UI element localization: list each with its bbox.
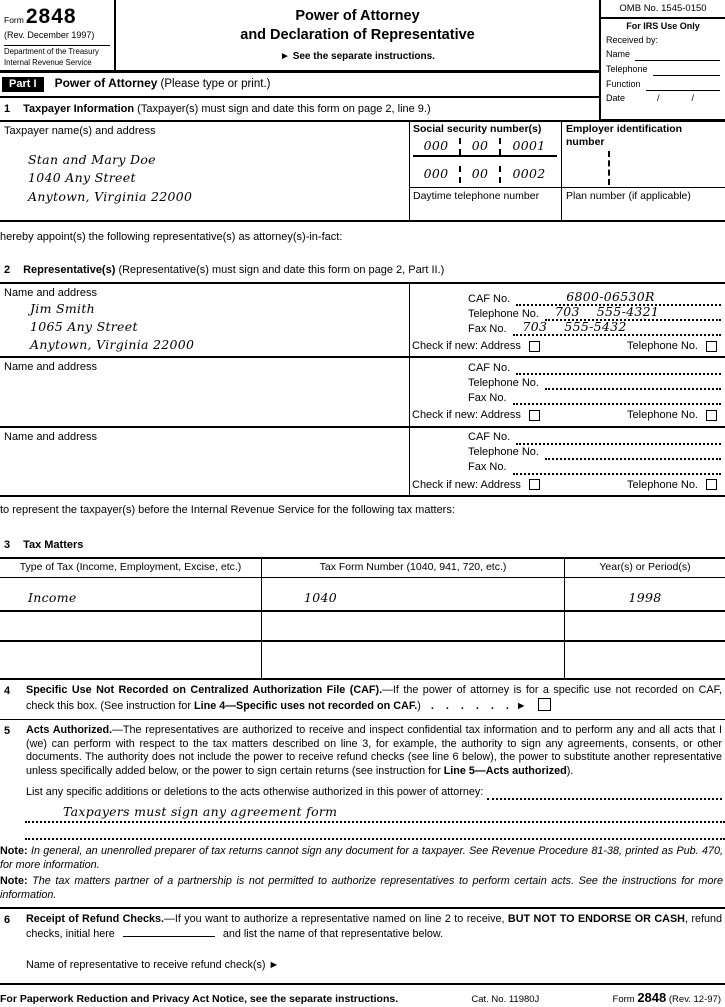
initials-blank[interactable]	[123, 927, 215, 937]
note2-text: The tax matters partner of a partnership is not permitted to authorize representatives to perform certain acts. See the instructions for more information.	[0, 875, 723, 902]
ssn1-area: 000	[413, 138, 461, 155]
line6-body2: , refund checks, initial here	[26, 913, 722, 940]
check-new-address-label: Check if new: Address	[412, 340, 521, 353]
rep-name-label: Name and address	[4, 430, 97, 443]
tax-table-header-type: Type of Tax (Income, Employment, Excise, etc.)	[0, 559, 262, 579]
rep3-caf-row	[410, 430, 725, 445]
rep3-contact-cell	[410, 428, 725, 495]
irs-date-label: Date	[606, 93, 626, 104]
rep2-fax-row	[410, 390, 725, 405]
line4-number: 4	[4, 685, 11, 698]
ein-cell	[562, 122, 725, 188]
taxpayer-name-value: Stan and Mary Doe	[28, 151, 156, 167]
irs-telephone-row	[601, 62, 725, 77]
fax-label: Fax No.	[468, 322, 507, 335]
ssn-value-1	[413, 138, 557, 157]
rep1-telephone-value: 703 555-4321	[554, 303, 660, 319]
additions-written-line[interactable]	[25, 804, 725, 823]
rep1-street-value: 1065 Any Street	[30, 319, 138, 335]
line1-note: (Taxpayer(s) must sign and date this form on page 2, line 9.)	[137, 102, 431, 115]
note-2	[0, 874, 723, 902]
taxpayer-city-value: Anytown, Virginia 22000	[28, 189, 193, 205]
line4-bold-title: Specific Use Not Recorded on Centralized Authorization File (CAF).	[26, 684, 383, 697]
agency-line2: Internal Revenue Service	[4, 57, 92, 67]
rep1-fax-row	[410, 318, 725, 336]
new-telephone-label: Telephone No.	[627, 340, 698, 353]
tax-row2-type[interactable]	[0, 612, 262, 642]
taxpayer-info-section	[0, 120, 725, 222]
rep3-fax-row	[410, 460, 725, 475]
line6-item	[0, 909, 725, 985]
ssn2-area: 000	[413, 166, 461, 183]
tax-row1-form[interactable]	[262, 578, 565, 612]
agency-line1: Department of the Treasury	[4, 46, 99, 56]
line4-item	[0, 680, 725, 720]
tax-table-header-form: Tax Form Number (1040, 941, 720, etc.)	[262, 559, 565, 579]
plan-number-cell: Plan number (if applicable)	[566, 190, 691, 203]
line2-note: (Representative(s) must sign and date this form on page 2, Part II.)	[118, 264, 445, 277]
tax-row3-form[interactable]	[262, 642, 565, 678]
daytime-phone-cell: Daytime telephone number	[410, 188, 562, 220]
ssn-label: Social security number(s)	[413, 123, 542, 136]
additions-written-value: Taxpayers must sign any agreement form	[63, 804, 338, 820]
line3-title: Tax Matters	[23, 539, 84, 552]
new-telephone-checkbox[interactable]	[706, 341, 717, 352]
additions-label-row	[26, 786, 722, 800]
refund-rep-name-label[interactable]: Name of representative to receive refund check(s) ►	[26, 958, 280, 971]
line5-body-end: ).	[566, 765, 574, 778]
telephone-label: Telephone No.	[468, 307, 539, 320]
tax-row3-type[interactable]	[0, 642, 262, 678]
additions-blank-line[interactable]	[25, 823, 725, 840]
dot-leader: . . . . . .	[420, 699, 516, 712]
line6-bold-endorse: BUT NOT TO ENDORSE OR CASH	[507, 913, 685, 926]
line2-number: 2	[4, 264, 11, 277]
date-slash: /	[657, 93, 660, 104]
tax-type-value: Income	[28, 589, 77, 605]
omb-number: OMB No. 1545-0150	[601, 0, 725, 19]
caf-label: CAF No.	[468, 292, 511, 305]
ssn-cell	[410, 122, 562, 188]
irs-telephone-label: Telephone	[606, 64, 648, 75]
rep1-contact-cell	[410, 284, 725, 357]
paperwork-notice: For Paperwork Reduction and Privacy Act Notice, see the separate instructions.	[0, 993, 399, 1006]
date-slash: /	[691, 93, 695, 104]
tax-row3-year[interactable]	[565, 642, 725, 678]
ssn2-serial: 0002	[512, 166, 546, 182]
tax-form-value: 1040	[304, 589, 338, 605]
taxpayer-street-value: 1040 Any Street	[28, 170, 136, 186]
footer-form-id	[613, 990, 721, 1007]
footer-form-number: 2848	[637, 990, 667, 1006]
line5-bold-title: Acts Authorized.	[26, 723, 113, 736]
footer-revision: (Rev. 12-97)	[668, 994, 721, 1006]
rep2-contact-cell	[410, 358, 725, 425]
fax-field[interactable]	[513, 390, 721, 405]
tax-row1-type[interactable]	[0, 578, 262, 612]
irs-date-row	[601, 92, 725, 108]
note1-label: Note:	[0, 845, 28, 858]
notes-section	[0, 840, 725, 909]
note-1	[0, 844, 723, 872]
rep1-fax-value: 703 555-5432	[522, 318, 627, 334]
line5-body: —The representatives are authorized to receive and inspect confidential tax information and to perform any and all acts that I (we) can perform with respect to the tax matters described on line 3, for example, the authority to sign any agreements, consents, or other documents. The authority does not include the power to receive refund checks (see line 6 below), the power to substitute another representative unless specifically added below, or the power to sign certain returns (see instruction for	[26, 723, 722, 778]
form-header	[0, 0, 725, 120]
new-telephone-label: Telephone No.	[627, 409, 698, 422]
header-band	[0, 0, 599, 73]
rep2-caf-row	[410, 360, 725, 375]
line4-checkbox[interactable]	[538, 698, 551, 711]
rep-name-label: Name and address	[4, 361, 97, 374]
footer-form-label: Form	[612, 994, 635, 1006]
part1-title: Power of Attorney	[54, 76, 158, 90]
page-footer	[0, 985, 725, 1007]
line1-number: 1	[4, 102, 11, 115]
new-address-checkbox[interactable]	[529, 410, 540, 421]
tax-table-header-year: Year(s) or Period(s)	[565, 559, 725, 579]
line2-heading	[0, 260, 725, 283]
check-new-address-label: Check if new: Address	[412, 409, 521, 422]
representative-block-1	[0, 284, 725, 359]
ein-divider	[608, 151, 610, 185]
taxpayer-name-label: Taxpayer name(s) and address	[4, 125, 156, 138]
tax-year-value: 1998	[628, 589, 662, 605]
form-label: Form	[4, 15, 24, 25]
irs-name-blank[interactable]	[635, 50, 720, 61]
line3-heading	[0, 535, 725, 558]
rep3-check-row	[410, 475, 725, 495]
tax-row2-form[interactable]	[262, 612, 565, 642]
line1-title: Taxpayer Information	[23, 102, 135, 115]
line6-text	[26, 913, 723, 977]
rep1-caf-value: 6800-06530R	[566, 288, 655, 304]
ssn1-serial: 0001	[512, 137, 546, 153]
part1-header	[0, 73, 599, 98]
see-instructions-note: ► See the separate instructions.	[280, 50, 435, 62]
telephone-field[interactable]	[545, 375, 721, 390]
caf-label: CAF No.	[468, 362, 511, 375]
ssn-value-2	[413, 166, 557, 183]
representative-block-3	[0, 428, 725, 497]
rep2-name-cell[interactable]	[0, 358, 410, 425]
line4-bold-ref: Line 4—Specific uses not recorded on CAF.	[194, 699, 418, 712]
rep1-check-row	[410, 336, 725, 356]
rep3-name-cell[interactable]	[0, 428, 410, 495]
arrow-icon: ►	[515, 699, 527, 712]
caf-field[interactable]	[516, 430, 721, 445]
line6-number: 6	[4, 914, 11, 927]
note2-label: Note:	[0, 875, 28, 888]
new-telephone-checkbox[interactable]	[706, 410, 717, 421]
tax-row1-year[interactable]	[565, 578, 725, 612]
telephone-label: Telephone No.	[468, 446, 539, 459]
ein-label: Employer identification number	[566, 123, 683, 148]
irs-use-only-title: For IRS Use Only	[626, 21, 700, 32]
form-number: 2848	[25, 5, 77, 28]
irs-function-row	[601, 77, 725, 92]
additions-dot-leader	[487, 786, 722, 800]
line5-number: 5	[4, 724, 11, 737]
check-new-address-label: Check if new: Address	[412, 478, 521, 491]
taxpayer-name-cell	[0, 122, 410, 220]
fax-field[interactable]	[513, 460, 721, 475]
additions-label: List any specific additions or deletions to the acts otherwise authorized in this power of attorney:	[26, 786, 484, 799]
line5-item	[0, 720, 725, 803]
represent-statement: to represent the taxpayer(s) before the Internal Revenue Service for the following tax matters:	[0, 503, 455, 516]
line2-title: Representative(s)	[23, 264, 116, 277]
rep2-telephone-row	[410, 375, 725, 390]
telephone-field[interactable]	[545, 445, 721, 460]
form-title-line2: and Declaration of Representative	[240, 26, 475, 43]
part1-badge: Part I	[2, 77, 44, 92]
irs-function-blank[interactable]	[646, 80, 720, 91]
caf-label: CAF No.	[468, 431, 511, 444]
line1-heading	[0, 98, 599, 120]
form-title-line1: Power of Attorney	[295, 8, 420, 24]
irs-name-row	[601, 47, 725, 62]
rep2-check-row	[410, 405, 725, 425]
irs-function-label: Function	[606, 79, 641, 90]
tax-matters-table	[0, 559, 725, 681]
new-address-checkbox[interactable]	[529, 479, 540, 490]
note1-text: In general, an unenrolled preparer of tax returns cannot sign any document for a taxpayer. See Revenue Procedure 81-38, printed as Pub. 470, for more information.	[0, 845, 724, 872]
rep3-telephone-row	[410, 445, 725, 460]
line4-text	[26, 684, 723, 714]
rep-name-label: Name and address	[4, 286, 97, 299]
catalog-number: Cat. No. 11980J	[471, 994, 540, 1006]
appoint-statement: hereby appoint(s) the following representative(s) as attorney(s)-in-fact:	[0, 231, 343, 244]
rep1-city-value: Anytown, Virginia 22000	[30, 337, 195, 353]
caf-field[interactable]	[516, 360, 721, 375]
fax-field[interactable]	[513, 318, 721, 336]
new-telephone-checkbox[interactable]	[706, 479, 717, 490]
fax-label: Fax No.	[468, 392, 507, 405]
tax-row2-year[interactable]	[565, 612, 725, 642]
representative-block-2	[0, 358, 725, 427]
irs-name-label: Name	[606, 49, 631, 60]
rep1-name-cell	[0, 284, 410, 357]
line5-text	[26, 724, 723, 800]
irs-telephone-blank[interactable]	[653, 65, 720, 76]
new-address-checkbox[interactable]	[529, 341, 540, 352]
fax-label: Fax No.	[468, 461, 507, 474]
form-id-block	[0, 0, 116, 70]
telephone-label: Telephone No.	[468, 377, 539, 390]
revision-date: (Rev. December 1997)	[4, 30, 110, 46]
ssn1-group: 00	[461, 138, 501, 155]
irs-use-only-box	[599, 0, 725, 121]
rep1-name-value: Jim Smith	[30, 300, 96, 316]
part1-note: (Please type or print.)	[160, 78, 271, 90]
line6-bold-title: Receipt of Refund Checks.	[26, 913, 165, 926]
new-telephone-label: Telephone No.	[627, 478, 698, 491]
received-by-label: Received by:	[606, 35, 659, 46]
line4-body: —If the power of attorney is for a specific use not recorded on CAF, check this box. (See instruction for	[26, 684, 722, 712]
line6-body3: and list the name of that representative below.	[222, 927, 444, 940]
line3-number: 3	[4, 539, 11, 552]
form-title-block	[116, 0, 599, 70]
line4-body-end: )	[417, 699, 421, 712]
line6-body: —If you want to authorize a representative named on line 2 to receive,	[164, 913, 508, 926]
line5-bold-ref: Line 5—Acts authorized	[443, 765, 567, 778]
ssn2-group: 00	[461, 166, 501, 183]
